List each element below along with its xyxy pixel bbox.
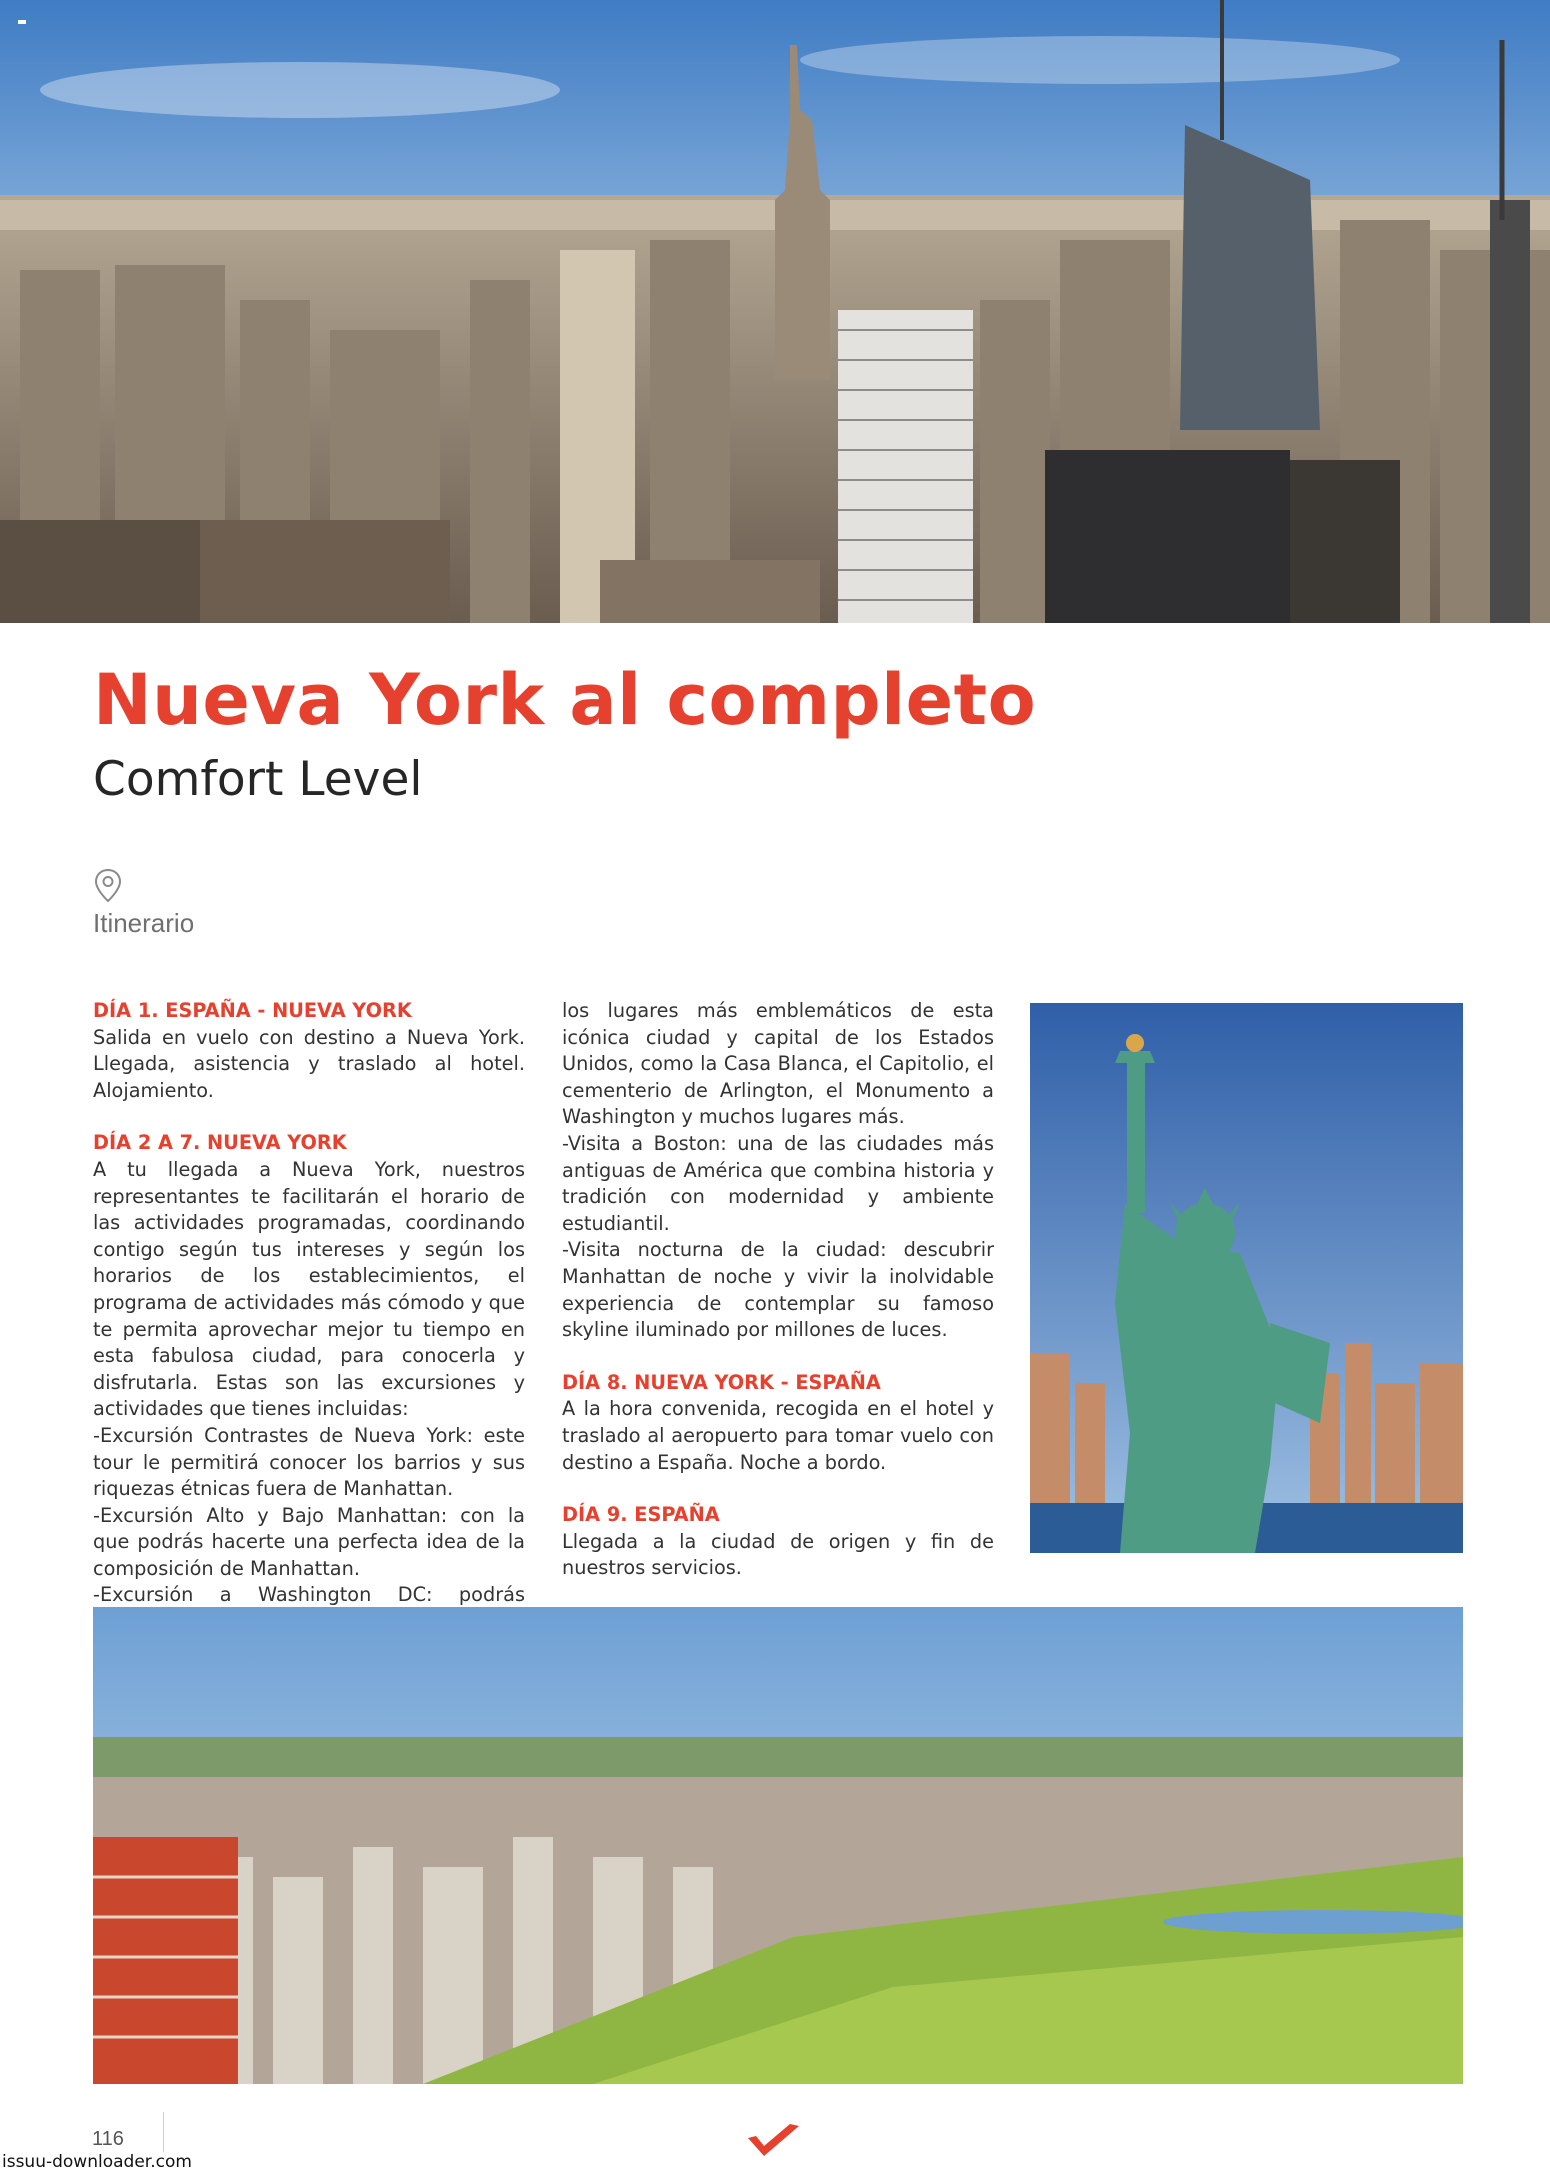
brand-checkmark-icon (744, 2120, 802, 2162)
day-heading: DÍA 8. NUEVA YORK - ESPAÑA (562, 1370, 881, 1394)
excursion-item: -Visita nocturna de la ciudad: descubrir Manhattan de noche y vivir la inolvidable experiencia de contemplar su famoso skyline iluminado por millones de luces. (562, 1238, 994, 1342)
page-subtitle: Comfort Level (93, 752, 423, 807)
excursion-item: -Excursión Alto y Bajo Manhattan: con la que podrás hacerte una perfecta idea de la composición de Manhattan. (93, 1503, 525, 1580)
excursion-item: -Excursión a Washington DC: podrás (93, 1583, 525, 1607)
day-text: A la hora convenida, recogida en el hotel y traslado al aeropuerto para tomar vuelo con destino a España. Noche a bordo. (562, 1397, 994, 1474)
statue-of-liberty-image (1030, 1003, 1463, 1553)
excursion-item: -Excursión Contrastes de Nueva York: este tour le permitirá conocer los barrios y sus riquezas étnicas fuera de Manhattan. (93, 1423, 525, 1501)
central-park-image (93, 1607, 1463, 2084)
day-heading: DÍA 1. ESPAÑA - NUEVA YORK (93, 999, 412, 1022)
itinerary-column-2 (562, 998, 994, 1582)
page-title: Nueva York al completo (93, 659, 1037, 741)
day-text: Llegada a la ciudad de origen y fin de nuestros servicios. (562, 1529, 994, 1580)
corner-mark (18, 20, 26, 24)
excursion-item: -Visita a Boston: una de las ciudades más antiguas de América que combina historia y tradición con modernidad y ambiente estudiantil. (562, 1131, 994, 1235)
day-heading: DÍA 2 A 7. NUEVA YORK (93, 1131, 347, 1155)
day-text: A tu llegada a Nueva York, nuestros representantes te facilitarán el horario de las actividades programadas, coordinando contigo según tus intereses y según los horarios de los establecimientos, el programa de actividades más cómodo y que te permita aprovechar mejor tu tiempo en esta fabulosa ciudad, para conocerla y disfrutarla. Estas son las excursiones y actividades que tienes incluidas: (93, 1157, 525, 1421)
hero-skyline-image (0, 0, 1550, 623)
itinerary-column-1 (93, 998, 525, 1636)
section-label: Itinerario (93, 908, 195, 938)
watermark-text: issuu-downloader.com (2, 2152, 192, 2172)
day-heading: DÍA 9. ESPAÑA (562, 1503, 720, 1527)
excursion-item: los lugares más emblemáticos de esta icónica ciudad y capital de los Estados Unidos, como la Casa Blanca, el Capitolio, el cementerio de Arlington, el Monumento a Washington y muchos lugares más. (562, 999, 994, 1129)
location-pin-icon (93, 868, 123, 904)
page-number: 116 (92, 2128, 124, 2150)
day-text: Salida en vuelo con destino a Nueva York. Llegada, asistencia y traslado al hotel. Alojamiento. (93, 1025, 525, 1102)
